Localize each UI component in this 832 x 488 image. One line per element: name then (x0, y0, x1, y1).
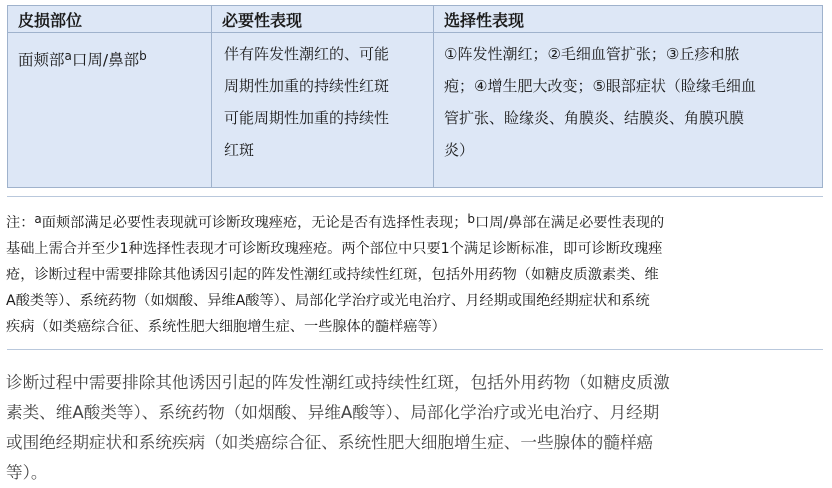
optional-line: ①阵发性潮红；②毛细血管扩张；③丘疹和脓 (444, 45, 740, 63)
paragraph-line: 素类、维A酸类等）、系统药物（如烟酸、异维A酸等）、局部化学治疗或光电治疗、月经期 (6, 403, 660, 422)
note-line: A酸类等）、系统药物（如烟酸、异维A酸等）、局部化学治疗或光电治疗、月经期或围绝经期症状和系统 (6, 293, 650, 309)
site-middle: 口周/鼻部 (71, 51, 140, 69)
optional-line: 疱；④增生肥大改变；⑤眼部症状（睑缘毛细血 (444, 77, 756, 95)
site-prefix: 面颊部 (18, 51, 65, 69)
table-note (6, 210, 824, 340)
body-paragraph (6, 368, 826, 488)
note-line (6, 210, 824, 236)
paragraph-line: 等）。 (6, 463, 48, 482)
cell-site (18, 44, 147, 76)
note-prefix: 注： (6, 215, 35, 231)
necessary-line: 可能周期性加重的持续性 (224, 109, 390, 127)
note-line: 基础上需合并至少1种选择性表现才可诊断玫瑰痤疮。两个部位中只要1个满足诊断标准，即可诊断玫瑰痤 (6, 241, 663, 257)
site-sup-a: a (64, 49, 72, 63)
paragraph-line: 或围绝经期症状和系统疾病（如类癌综合征、系统性肥大细胞增生症、一些腺体的髓样癌 (6, 433, 654, 452)
note-sup-b: b (467, 212, 476, 226)
note-sup-a: a (34, 212, 42, 226)
necessary-line: 红斑 (224, 141, 255, 159)
necessary-line: 伴有阵发性潮红的、可能 (224, 45, 390, 63)
cell-necessary (224, 38, 389, 166)
header-site: 皮损部位 (18, 11, 83, 30)
column-divider (433, 6, 434, 187)
note-part2: 口周/鼻部在满足必要性表现的 (475, 215, 665, 231)
cell-optional (444, 38, 756, 166)
divider (7, 196, 823, 197)
note-part1: 面颊部满足必要性表现就可诊断玫瑰痤疮，无论是否有选择性表现； (41, 215, 468, 231)
note-line: 疮，诊断过程中需要排除其他诱因引起的阵发性潮红或持续性红斑，包括外用药物（如糖皮质激素类、维 (6, 267, 659, 283)
divider (7, 349, 823, 350)
site-sup-b: b (139, 49, 147, 63)
optional-line: 炎） (444, 141, 475, 159)
criteria-table (7, 5, 823, 188)
note-line: 疾病（如类癌综合征、系统性肥大细胞增生症、一些腺体的髓样癌等） (6, 319, 446, 335)
header-necessary: 必要性表现 (222, 11, 303, 30)
optional-line: 管扩张、睑缘炎、角膜炎、结膜炎、角膜巩膜 (444, 109, 745, 127)
column-divider (211, 6, 212, 187)
header-divider (8, 32, 822, 33)
necessary-line: 周期性加重的持续性红斑 (224, 77, 390, 95)
paragraph-line: 诊断过程中需要排除其他诱因引起的阵发性潮红或持续性红斑，包括外用药物（如糖皮质激 (6, 373, 670, 392)
header-optional: 选择性表现 (444, 11, 525, 30)
